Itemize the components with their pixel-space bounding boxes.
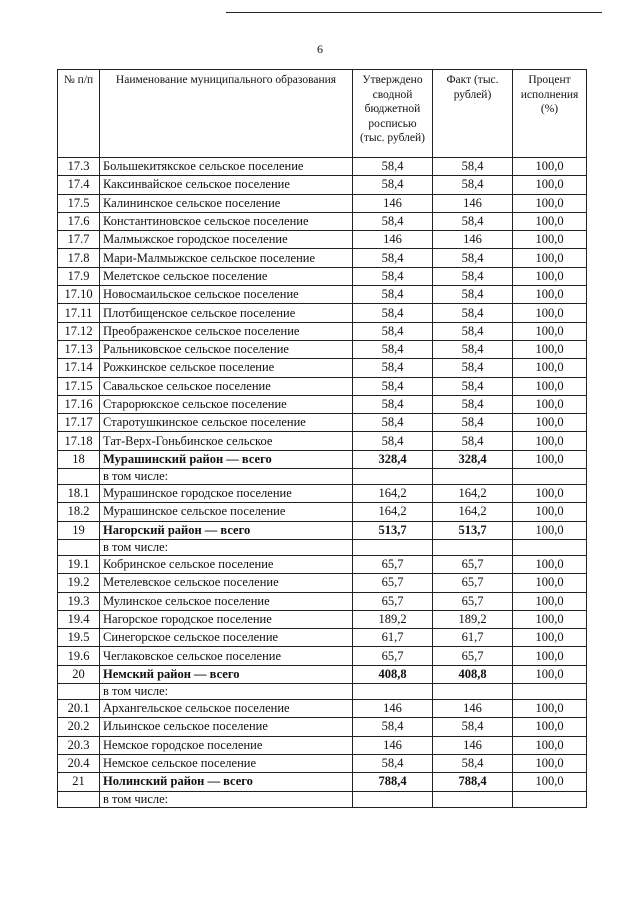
row-number: 19.6: [58, 647, 100, 665]
municipality-name: Новосмаильское сельское поселение: [100, 286, 353, 304]
row-number: 19.2: [58, 574, 100, 592]
municipality-name: Нагорский район — всего: [100, 521, 353, 539]
table-row: [58, 700, 587, 718]
approved-amount: 513,7: [353, 521, 433, 539]
row-number: 17.18: [58, 432, 100, 450]
actual-amount: 58,4: [433, 267, 513, 285]
execution-percent: 100,0: [513, 773, 587, 791]
approved-amount: 58,4: [353, 377, 433, 395]
table-row-subheading: [58, 791, 587, 807]
table-row: [58, 267, 587, 285]
header-actual: Факт (тыс. рублей): [433, 70, 513, 158]
header-rule: [226, 12, 602, 13]
table-row: [58, 574, 587, 592]
table-row: [58, 395, 587, 413]
municipality-name: Мурашинский район — всего: [100, 450, 353, 468]
actual-amount: 788,4: [433, 773, 513, 791]
approved-amount: [353, 539, 433, 555]
municipality-name: Ильинское сельское поселение: [100, 718, 353, 736]
row-number: 18: [58, 450, 100, 468]
table-row-district-total: [58, 665, 587, 683]
municipality-name: Савальское сельское поселение: [100, 377, 353, 395]
table-row: [58, 485, 587, 503]
actual-amount: 408,8: [433, 665, 513, 683]
table-row: [58, 212, 587, 230]
table-row: [58, 158, 587, 176]
actual-amount: 146: [433, 231, 513, 249]
execution-percent: [513, 791, 587, 807]
actual-amount: 58,4: [433, 322, 513, 340]
municipality-name: Малмыжское городское поселение: [100, 231, 353, 249]
approved-amount: 61,7: [353, 629, 433, 647]
execution-percent: 100,0: [513, 194, 587, 212]
approved-amount: 58,4: [353, 322, 433, 340]
row-number: [58, 684, 100, 700]
approved-amount: 65,7: [353, 555, 433, 573]
actual-amount: 328,4: [433, 450, 513, 468]
table-row: [58, 304, 587, 322]
row-number: 17.3: [58, 158, 100, 176]
municipality-name: Константиновское сельское поселение: [100, 212, 353, 230]
execution-percent: [513, 539, 587, 555]
approved-amount: 58,4: [353, 176, 433, 194]
row-number: 17.8: [58, 249, 100, 267]
municipality-name: Ральниковское сельское поселение: [100, 340, 353, 358]
execution-percent: 100,0: [513, 322, 587, 340]
actual-amount: 58,4: [433, 718, 513, 736]
execution-percent: 100,0: [513, 414, 587, 432]
municipality-name: Калининское сельское поселение: [100, 194, 353, 212]
table-row: [58, 231, 587, 249]
approved-amount: 58,4: [353, 359, 433, 377]
actual-amount: 65,7: [433, 647, 513, 665]
municipality-name: Немское сельское поселение: [100, 754, 353, 772]
municipality-name: Немское городское поселение: [100, 736, 353, 754]
row-number: [58, 469, 100, 485]
actual-amount: 164,2: [433, 503, 513, 521]
row-number: [58, 791, 100, 807]
table-row: [58, 736, 587, 754]
approved-amount: 58,4: [353, 304, 433, 322]
table-row: [58, 555, 587, 573]
execution-percent: 100,0: [513, 665, 587, 683]
table-row-district-total: [58, 450, 587, 468]
execution-percent: 100,0: [513, 359, 587, 377]
execution-percent: 100,0: [513, 718, 587, 736]
execution-percent: 100,0: [513, 395, 587, 413]
actual-amount: 58,4: [433, 432, 513, 450]
actual-amount: 58,4: [433, 414, 513, 432]
municipality-name: Нолинский район — всего: [100, 773, 353, 791]
municipality-name: Мелетское сельское поселение: [100, 267, 353, 285]
execution-percent: 100,0: [513, 286, 587, 304]
table-row: [58, 194, 587, 212]
row-number: 19.3: [58, 592, 100, 610]
municipality-name: Большекитякское сельское поселение: [100, 158, 353, 176]
table-row: [58, 286, 587, 304]
actual-amount: 58,4: [433, 249, 513, 267]
page-number: 6: [317, 42, 323, 56]
municipality-name: в том числе:: [100, 539, 353, 555]
approved-amount: 58,4: [353, 432, 433, 450]
actual-amount: 58,4: [433, 395, 513, 413]
municipality-name: Чеглаковское сельское поселение: [100, 647, 353, 665]
actual-amount: 58,4: [433, 286, 513, 304]
actual-amount: 58,4: [433, 212, 513, 230]
row-number: 20.1: [58, 700, 100, 718]
actual-amount: 146: [433, 700, 513, 718]
row-number: 20.2: [58, 718, 100, 736]
row-number: 17.15: [58, 377, 100, 395]
execution-percent: 100,0: [513, 176, 587, 194]
row-number: 17.14: [58, 359, 100, 377]
actual-amount: 65,7: [433, 555, 513, 573]
actual-amount: [433, 539, 513, 555]
approved-amount: 58,4: [353, 212, 433, 230]
row-number: 20.3: [58, 736, 100, 754]
row-number: 17.7: [58, 231, 100, 249]
municipality-name: Тат-Верх-Гоньбинское сельское: [100, 432, 353, 450]
approved-amount: 65,7: [353, 647, 433, 665]
actual-amount: 513,7: [433, 521, 513, 539]
actual-amount: 58,4: [433, 304, 513, 322]
table-header-row: [58, 70, 587, 158]
approved-amount: 146: [353, 736, 433, 754]
row-number: 17.6: [58, 212, 100, 230]
header-municipality-name: Наименование муниципального образования: [100, 70, 353, 158]
municipality-name: Архангельское сельское поселение: [100, 700, 353, 718]
execution-percent: 100,0: [513, 754, 587, 772]
row-number: [58, 539, 100, 555]
row-number: 17.10: [58, 286, 100, 304]
execution-percent: 100,0: [513, 503, 587, 521]
execution-percent: 100,0: [513, 304, 587, 322]
actual-amount: [433, 791, 513, 807]
table-row: [58, 629, 587, 647]
execution-percent: 100,0: [513, 212, 587, 230]
row-number: 19: [58, 521, 100, 539]
execution-percent: 100,0: [513, 249, 587, 267]
row-number: 19.1: [58, 555, 100, 573]
table-row-subheading: [58, 684, 587, 700]
actual-amount: 58,4: [433, 377, 513, 395]
execution-percent: 100,0: [513, 629, 587, 647]
budget-execution-table: [57, 69, 587, 808]
approved-amount: 58,4: [353, 340, 433, 358]
approved-amount: 189,2: [353, 610, 433, 628]
municipality-name: Старорюкское сельское поселение: [100, 395, 353, 413]
municipality-name: Преображенское сельское поселение: [100, 322, 353, 340]
actual-amount: 58,4: [433, 754, 513, 772]
approved-amount: 65,7: [353, 592, 433, 610]
row-number: 19.5: [58, 629, 100, 647]
table-row: [58, 754, 587, 772]
execution-percent: 100,0: [513, 485, 587, 503]
execution-percent: 100,0: [513, 158, 587, 176]
municipality-name: Рожкинское сельское поселение: [100, 359, 353, 377]
execution-percent: 100,0: [513, 647, 587, 665]
table-row: [58, 322, 587, 340]
approved-amount: 788,4: [353, 773, 433, 791]
header-number: № п/п: [58, 70, 100, 158]
actual-amount: 58,4: [433, 176, 513, 194]
execution-percent: 100,0: [513, 432, 587, 450]
approved-amount: 58,4: [353, 395, 433, 413]
execution-percent: 100,0: [513, 377, 587, 395]
header-approved-budget: Утверждено сводной бюджетной росписью (тыс. рублей): [353, 70, 433, 158]
table-row: [58, 359, 587, 377]
actual-amount: 58,4: [433, 340, 513, 358]
execution-percent: 100,0: [513, 521, 587, 539]
table-row: [58, 718, 587, 736]
execution-percent: 100,0: [513, 736, 587, 754]
table-row: [58, 592, 587, 610]
row-number: 17.11: [58, 304, 100, 322]
municipality-name: Мари-Малмыжское сельское поселение: [100, 249, 353, 267]
row-number: 17.13: [58, 340, 100, 358]
row-number: 17.9: [58, 267, 100, 285]
row-number: 17.5: [58, 194, 100, 212]
table-row-subheading: [58, 539, 587, 555]
municipality-name: Кобринское сельское поселение: [100, 555, 353, 573]
municipality-name: Мурашинское сельское поселение: [100, 503, 353, 521]
table-row: [58, 503, 587, 521]
table-row: [58, 176, 587, 194]
approved-amount: 58,4: [353, 158, 433, 176]
table-row-district-total: [58, 773, 587, 791]
actual-amount: 65,7: [433, 592, 513, 610]
row-number: 19.4: [58, 610, 100, 628]
header-execution-percent: Процент исполнения (%): [513, 70, 587, 158]
approved-amount: 146: [353, 194, 433, 212]
row-number: 17.16: [58, 395, 100, 413]
row-number: 20.4: [58, 754, 100, 772]
actual-amount: [433, 469, 513, 485]
municipality-name: в том числе:: [100, 791, 353, 807]
row-number: 21: [58, 773, 100, 791]
actual-amount: 146: [433, 194, 513, 212]
municipality-name: в том числе:: [100, 684, 353, 700]
approved-amount: 58,4: [353, 286, 433, 304]
execution-percent: 100,0: [513, 231, 587, 249]
approved-amount: 146: [353, 231, 433, 249]
table-row-district-total: [58, 521, 587, 539]
municipality-name: Нагорское городское поселение: [100, 610, 353, 628]
municipality-name: Синегорское сельское поселение: [100, 629, 353, 647]
approved-amount: 58,4: [353, 718, 433, 736]
municipality-name: Мулинское сельское поселение: [100, 592, 353, 610]
actual-amount: [433, 684, 513, 700]
table-body: [58, 158, 587, 808]
actual-amount: 58,4: [433, 359, 513, 377]
actual-amount: 189,2: [433, 610, 513, 628]
table-row: [58, 377, 587, 395]
approved-amount: 164,2: [353, 485, 433, 503]
execution-percent: 100,0: [513, 592, 587, 610]
approved-amount: [353, 684, 433, 700]
approved-amount: 65,7: [353, 574, 433, 592]
table-row: [58, 610, 587, 628]
approved-amount: 328,4: [353, 450, 433, 468]
municipality-name: Немский район — всего: [100, 665, 353, 683]
row-number: 17.12: [58, 322, 100, 340]
approved-amount: 146: [353, 700, 433, 718]
execution-percent: [513, 469, 587, 485]
table-row-subheading: [58, 469, 587, 485]
table-row: [58, 249, 587, 267]
row-number: 17.17: [58, 414, 100, 432]
execution-percent: 100,0: [513, 610, 587, 628]
municipality-name: Метелевское сельское поселение: [100, 574, 353, 592]
execution-percent: 100,0: [513, 700, 587, 718]
approved-amount: 408,8: [353, 665, 433, 683]
execution-percent: 100,0: [513, 340, 587, 358]
actual-amount: 65,7: [433, 574, 513, 592]
execution-percent: 100,0: [513, 267, 587, 285]
approved-amount: 164,2: [353, 503, 433, 521]
approved-amount: 58,4: [353, 414, 433, 432]
approved-amount: 58,4: [353, 249, 433, 267]
approved-amount: [353, 469, 433, 485]
table-row: [58, 432, 587, 450]
approved-amount: [353, 791, 433, 807]
table-row: [58, 647, 587, 665]
approved-amount: 58,4: [353, 754, 433, 772]
actual-amount: 164,2: [433, 485, 513, 503]
execution-percent: [513, 684, 587, 700]
table-row: [58, 414, 587, 432]
table-row: [58, 340, 587, 358]
execution-percent: 100,0: [513, 555, 587, 573]
municipality-name: в том числе:: [100, 469, 353, 485]
actual-amount: 58,4: [433, 158, 513, 176]
execution-percent: 100,0: [513, 450, 587, 468]
row-number: 18.2: [58, 503, 100, 521]
municipality-name: Каксинвайское сельское поселение: [100, 176, 353, 194]
actual-amount: 61,7: [433, 629, 513, 647]
row-number: 20: [58, 665, 100, 683]
row-number: 18.1: [58, 485, 100, 503]
execution-percent: 100,0: [513, 574, 587, 592]
municipality-name: Старотушкинское сельское поселение: [100, 414, 353, 432]
row-number: 17.4: [58, 176, 100, 194]
municipality-name: Мурашинское городское поселение: [100, 485, 353, 503]
municipality-name: Плотбищенское сельское поселение: [100, 304, 353, 322]
approved-amount: 58,4: [353, 267, 433, 285]
actual-amount: 146: [433, 736, 513, 754]
